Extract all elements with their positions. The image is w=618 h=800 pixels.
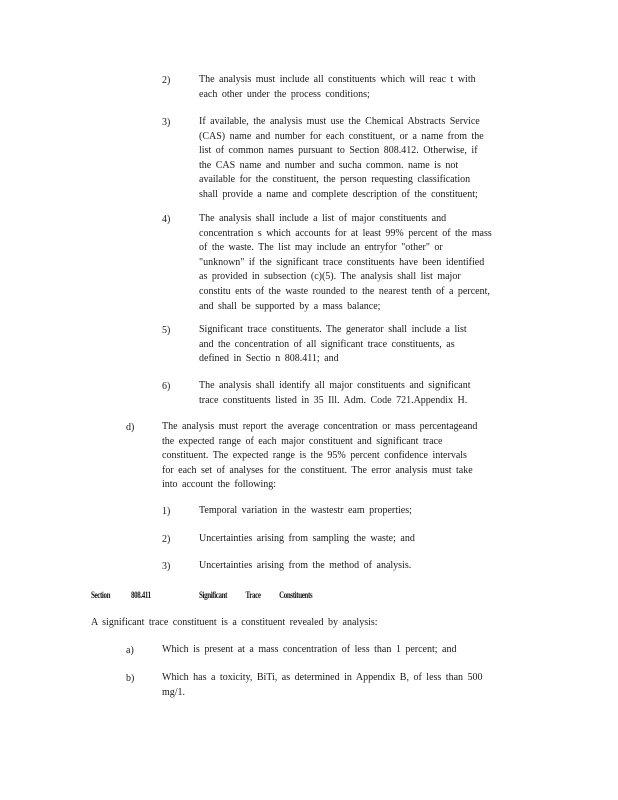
item-2-marker: 2) — [162, 75, 171, 86]
item-6-text: The analysis shall identify all major constituents and significant trace constituents listed in 35 Ill. Adm. Code 721.Appendix H. — [199, 380, 471, 406]
item-d1-marker: 1) — [162, 506, 171, 517]
item-4-marker: 4) — [162, 214, 171, 225]
section-intro: A significant trace constituent is a constituent revealed by analysis: — [91, 617, 378, 628]
item-d-marker: d) — [126, 422, 135, 433]
section-title: Significant Trace Constituents — [199, 590, 313, 600]
item-d-text: The analysis must report the average concentration or mass percentageand the expected range of each major constituent and significant trace constituent. The expected range is the 95% percent confidence intervals for each set of analyses for the constituent. The error analysis must take into account the following: — [162, 421, 478, 491]
item-5-marker: 5) — [162, 325, 171, 336]
condition-b-text: Which has a toxicity, BiTi, as determined in Appendix B, of less than 500 mg/1. — [162, 672, 483, 698]
item-d3-marker: 3) — [162, 561, 171, 572]
item-5-text: Significant trace constituents. The generator shall include a list and the concentration of all significant trace constituents, as defined in Sectio n 808.411; and — [199, 324, 467, 365]
item-3-marker: 3) — [162, 117, 171, 128]
item-d2-marker: 2) — [162, 534, 171, 545]
condition-a-marker: a) — [126, 645, 134, 656]
item-3-text: If available, the analysis must use the Chemical Abstracts Service (CAS) name and number for each constituent, or a name from the list of common names pursuant to Section 808.412. Otherwise, if the CAS name and number and sucha common. name is not available for the constituent, the person requesting classification shall provide a name and complete description of the constituent; — [199, 116, 484, 200]
item-d3-text: Uncertainties arising from the method of analysis. — [199, 560, 412, 571]
item-2-text: The analysis must include all constituents which will reac t with each other under the process conditions; — [199, 74, 476, 100]
item-d2-text: Uncertainties arising from sampling the waste; and — [199, 533, 415, 544]
condition-b-marker: b) — [126, 673, 135, 684]
section-number: 808.411 — [131, 590, 151, 600]
item-6-marker: 6) — [162, 381, 171, 392]
condition-a-text: Which is present at a mass concentration of less than 1 percent; and — [162, 644, 457, 655]
item-4-text: The analysis shall include a list of major constituents and concentration s which accounts for at least 99% percent of the mass of the waste. The list may include an entryfor "other" or "unknown" if the significant trace constituents have been identified as provided in subsection (c)(5). The analysis shall list major constitu ents of the waste rounded to the nearest tenth of a percent, and shall be supported by a mass balance; — [199, 213, 492, 312]
item-d1-text: Temporal variation in the wastestr eam properties; — [199, 505, 412, 516]
section-label: Section — [91, 590, 111, 600]
